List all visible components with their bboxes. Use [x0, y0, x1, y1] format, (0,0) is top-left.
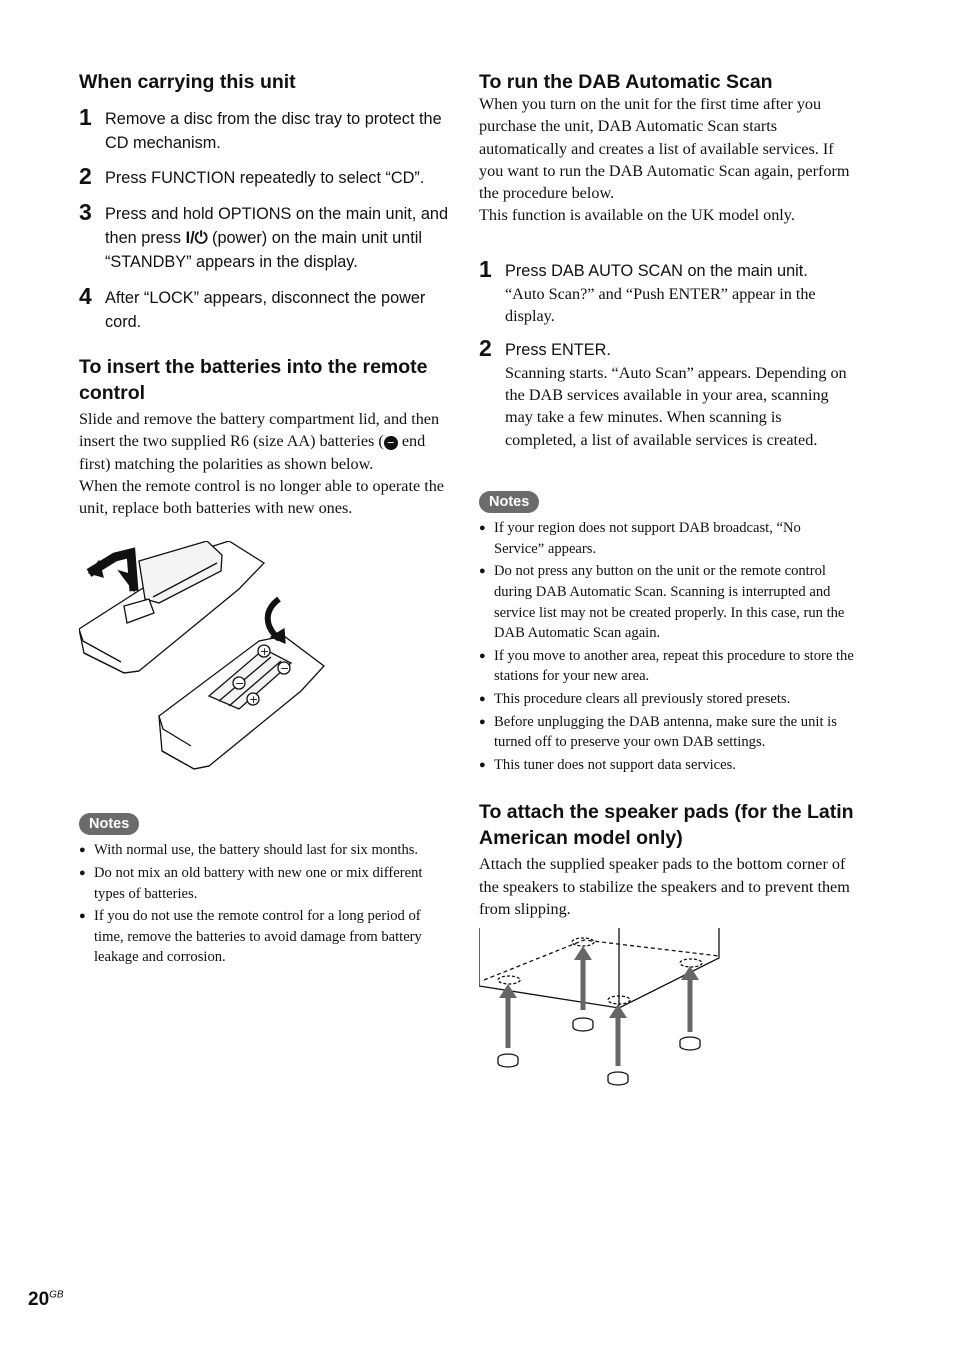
svg-text:−: − [280, 662, 290, 676]
svg-text:−: − [235, 677, 245, 691]
note-item: ● If you move to another area, repeat this procedure to store the stations for your new area. [479, 647, 854, 685]
note-item: ● This procedure clears all previously stored presets. [479, 689, 854, 710]
svg-text:+: + [249, 693, 259, 707]
carrying-heading: When carrying this unit [79, 71, 296, 93]
notes-badge: Notes [479, 491, 539, 513]
step-subtext: Scanning starts. “Auto Scan” appears. Depending on the DAB services available in your area, scanning may take a few minutes. When scanning is completed, a list of available services is created. [505, 363, 847, 449]
note-item: ● Before unplugging the DAB antenna, make sure the unit is turned off to preserve your own DAB settings. [479, 713, 837, 751]
step-text-after: (power) on the main unit until “STANDBY” appears in the display. [105, 229, 422, 271]
left-column [79, 66, 451, 968]
page-suffix: GB [49, 1289, 64, 1301]
step-number: 3 [79, 199, 92, 225]
step-text: After “LOCK” appears, disconnect the power cord. [105, 289, 426, 331]
step-text-before: Press and hold OPTIONS on the main unit, and then press [105, 205, 448, 247]
right-notes [479, 491, 854, 775]
dab-intro: When you turn on the unit for the first time after you purchase the unit, DAB Automatic Scan starts automatically and creates a list of available services. If you want to run the DAB Automatic Scan again, perform the procedure below. [479, 95, 850, 203]
pads-heading: To attach the speaker pads (for the Latin American model only) [479, 801, 854, 850]
note-item: ● Do not press any button on the unit or the remote control during DAB Automatic Scan. Scanning is interrupted and service list may not be created properly. In this case, run the DAB Automatic Scan again. [479, 563, 845, 642]
dab-heading: To run the DAB Automatic Scan [479, 71, 773, 93]
note-item: ● With normal use, the battery should last for six months. [79, 840, 451, 861]
notes-list [79, 840, 451, 968]
bullet-icon: ● [479, 758, 486, 771]
notes-badge: Notes [79, 813, 139, 835]
step-text [105, 202, 451, 274]
step-number: 4 [79, 283, 92, 309]
note-item: ● This tuner does not support data services. [479, 755, 854, 776]
carrying-step-3 [79, 199, 451, 274]
bullet-icon: ● [79, 867, 86, 880]
batteries-heading: To insert the batteries into the remote control [79, 356, 428, 404]
batteries-text-after: end first) matching the polarities as shown below. [79, 432, 426, 473]
bullet-icon: ● [479, 692, 486, 705]
step-number: 2 [79, 163, 92, 189]
speaker-pads-illustration [479, 928, 854, 1093]
note-item: ● Do not mix an old battery with new one or mix different types of batteries. [79, 865, 423, 902]
dab-step-1 [479, 255, 854, 328]
step-number: 1 [479, 255, 492, 282]
step-subtext: “Auto Scan?” and “Push ENTER” appear in the display. [505, 284, 816, 326]
left-notes [79, 813, 451, 968]
bullet-icon: ● [479, 715, 486, 728]
remote-battery-insertion-illustration [79, 541, 451, 781]
power-icon: I/⏻ [185, 229, 208, 247]
dab-intro-2: This function is available on the UK model only. [479, 206, 795, 225]
step-text: Press DAB AUTO SCAN on the main unit. [505, 261, 808, 280]
step-text: Press FUNCTION repeatedly to select “CD”. [105, 169, 425, 187]
bullet-icon: ● [79, 910, 86, 923]
svg-text:+: + [260, 645, 270, 659]
dab-step-2 [479, 334, 854, 452]
bullet-icon: ● [479, 522, 486, 535]
carrying-step-4 [79, 283, 451, 334]
batteries-paragraph-1 [79, 408, 451, 475]
step-number: 2 [479, 334, 492, 361]
page-number: $20^{GB}$ [28, 1289, 64, 1310]
note-item: ● If you do not use the remote control for a long period of time, remove the batteries to avoid damage from battery leakage and corrosion. [79, 908, 422, 966]
remote-illustration-svg [79, 541, 339, 781]
notes-list [479, 518, 854, 775]
carrying-step-2 [79, 163, 451, 190]
batteries-text-before: Slide and remove the battery compartment lid, and then insert the two supplied R6 (size AA) batteries ( [79, 410, 440, 451]
step-number: 1 [79, 104, 92, 130]
speaker-illustration-svg [479, 928, 729, 1093]
batteries-paragraph-2: When the remote control is no longer able to operate the unit, replace both batteries with new ones. [79, 476, 444, 518]
pads-text: Attach the supplied speaker pads to the bottom corner of the speakers to stabilize the speakers and to prevent them from slipping. [479, 855, 850, 918]
minus-icon: − [384, 436, 398, 450]
step-text: Remove a disc from the disc tray to protect the CD mechanism. [105, 110, 442, 152]
step-text: Press ENTER. [505, 340, 611, 359]
right-column [479, 66, 854, 1093]
bullet-icon: ● [479, 565, 486, 578]
carrying-step-1 [79, 104, 451, 155]
bullet-icon: ● [479, 649, 486, 662]
note-item: ● If your region does not support DAB broadcast, “No Service” appears. [479, 520, 801, 557]
bullet-icon: ● [79, 844, 86, 857]
